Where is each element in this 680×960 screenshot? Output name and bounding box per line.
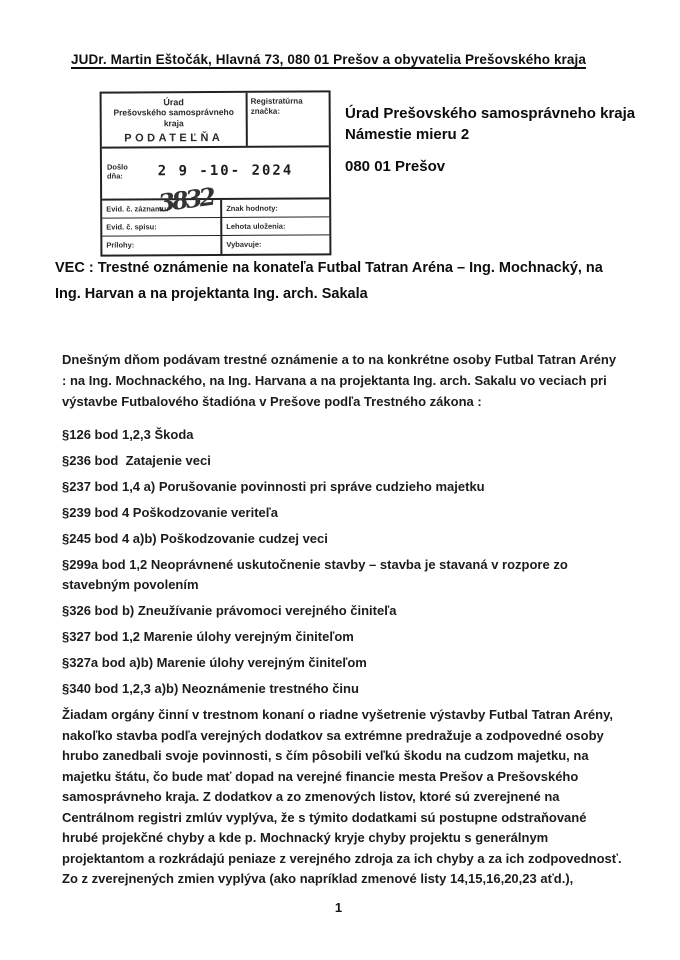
intro-paragraph: Dnešným dňom podávam trestné oznámenie a to na konkrétne osoby Futbal Tatran Arény : na Ing. Mochnackého, na Ing. Harvana a na projektanta Ing. arch. Sakalu vo veciach pri výstavbe Futbalového štadióna v Prešove podľa Trestného zákona : (62, 352, 620, 409)
page-number: 1 (334, 899, 343, 915)
stamp-retention-label: Lehota uloženia: (220, 217, 329, 236)
law-section-item: §299a bod 1,2 Neoprávnené uskutočnenie stavby – stavba je stavaná v rozpore zo stavebným povolením (62, 557, 572, 592)
stamp-office-block (102, 93, 248, 147)
recipient-line3: 080 01 Prešov (345, 158, 446, 175)
handwritten-record-number: 3832 (156, 181, 215, 218)
recipient-line1: Úrad Prešovského samosprávneho kraja (345, 105, 636, 122)
stamp-office-line3: PODATEĽŇA (124, 131, 224, 145)
stamp-file-no-label: Evid. č. spisu: (102, 218, 220, 237)
stamp-registry-mark-label: Registratúrna značka: (250, 96, 303, 116)
law-section-item: §340 bod 1,2,3 a)b) Neoznámenie trestného činu (62, 681, 359, 696)
law-section-item: §239 bod 4 Poškodzovanie veriteľa (62, 505, 278, 520)
law-section-item: §326 bod b) Zneužívanie právomoci verejného činiteľa (62, 603, 397, 618)
stamp-date-row (102, 147, 329, 200)
stamp-header-row (102, 92, 329, 148)
stamp-attachments-label: Prílohy: (106, 240, 135, 250)
subject-line: VEC : Trestné oznámenie na konateľa Futbal Tatran Aréna – Ing. Mochnacký, na Ing. Harvan a na projektanta Ing. arch. Sakala (55, 260, 603, 302)
law-section-item: §327 bod 1,2 Marenie úlohy verejným činiteľom (62, 629, 354, 644)
stamp-office-line2: Prešovského samosprávneho kraja (113, 106, 234, 129)
law-section-item: §236 bod Zatajenie veci (62, 453, 211, 468)
stamp-received-date: 2 9 -10- 2024 (157, 162, 294, 180)
document-header-title: JUDr. Martin Eštočák, Hlavná 73, 080 01 Prešov a obyvatelia Prešovského kraja (71, 52, 586, 67)
stamp-fields-grid (102, 199, 329, 254)
recipient-gap (345, 145, 635, 156)
law-section-item: §245 bod 4 a)b) Poškodzovanie cudzej veci (62, 531, 328, 546)
law-section-item: §327a bod a)b) Marenie úlohy verejným činiteľom (62, 655, 367, 670)
stamp-value-mark-label: Znak hodnoty: (220, 199, 329, 218)
stamp-handled-by-label: Vybavuje: (220, 235, 329, 254)
stamp-received-label-line2: dňa: (106, 171, 123, 181)
letter-body (55, 255, 626, 915)
closing-paragraph: Žiadam orgány činní v trestnom konaní o riadne vyšetrenie výstavby Futbal Tatran Arény, nakoľko stavba podľa verejných dodatkov sa extrémne predražuje a zodpovedné osoby hrubo zanedbali svoje povinnosti, s čím pôsobili veľkú škodu na cudzom majetku, na majetku štátu, čo bude mať dopad na verejné financie mesta Prešov a Prešovského samosprávneho kraja. Z dodatkov a zo zmenových listov, ktoré sú zverejnené na Centrálnom registri zmlúv vyplýva, že s týmito dodatkami sú postupne odstraňované hrubé projekčné chyby a kde p. Mochnacký kryje chyby projektu s generálnym projektantom a rozkrádajú peniaze z verejného zdroja za ich chyby a za ich zodpovednosť. Zo z zverejnených zmien vyplýva (ako napríklad zmenové listy 14,15,16,20,23 aťd.), (62, 707, 626, 886)
registry-stamp (100, 90, 332, 256)
stamp-record-no-label: Evid. č. záznamu: (102, 200, 220, 219)
stamp-received-label-line1: Došlo (106, 162, 128, 172)
recipient-address-block (345, 103, 635, 177)
law-section-item: §126 bod 1,2,3 Škoda (62, 427, 194, 442)
recipient-line2: Námestie mieru 2 (345, 126, 470, 143)
stamp-office-line1: Úrad (163, 97, 184, 108)
law-section-item: §237 bod 1,4 a) Porušovanie povinnosti pri správe cudzieho majetku (62, 479, 485, 494)
